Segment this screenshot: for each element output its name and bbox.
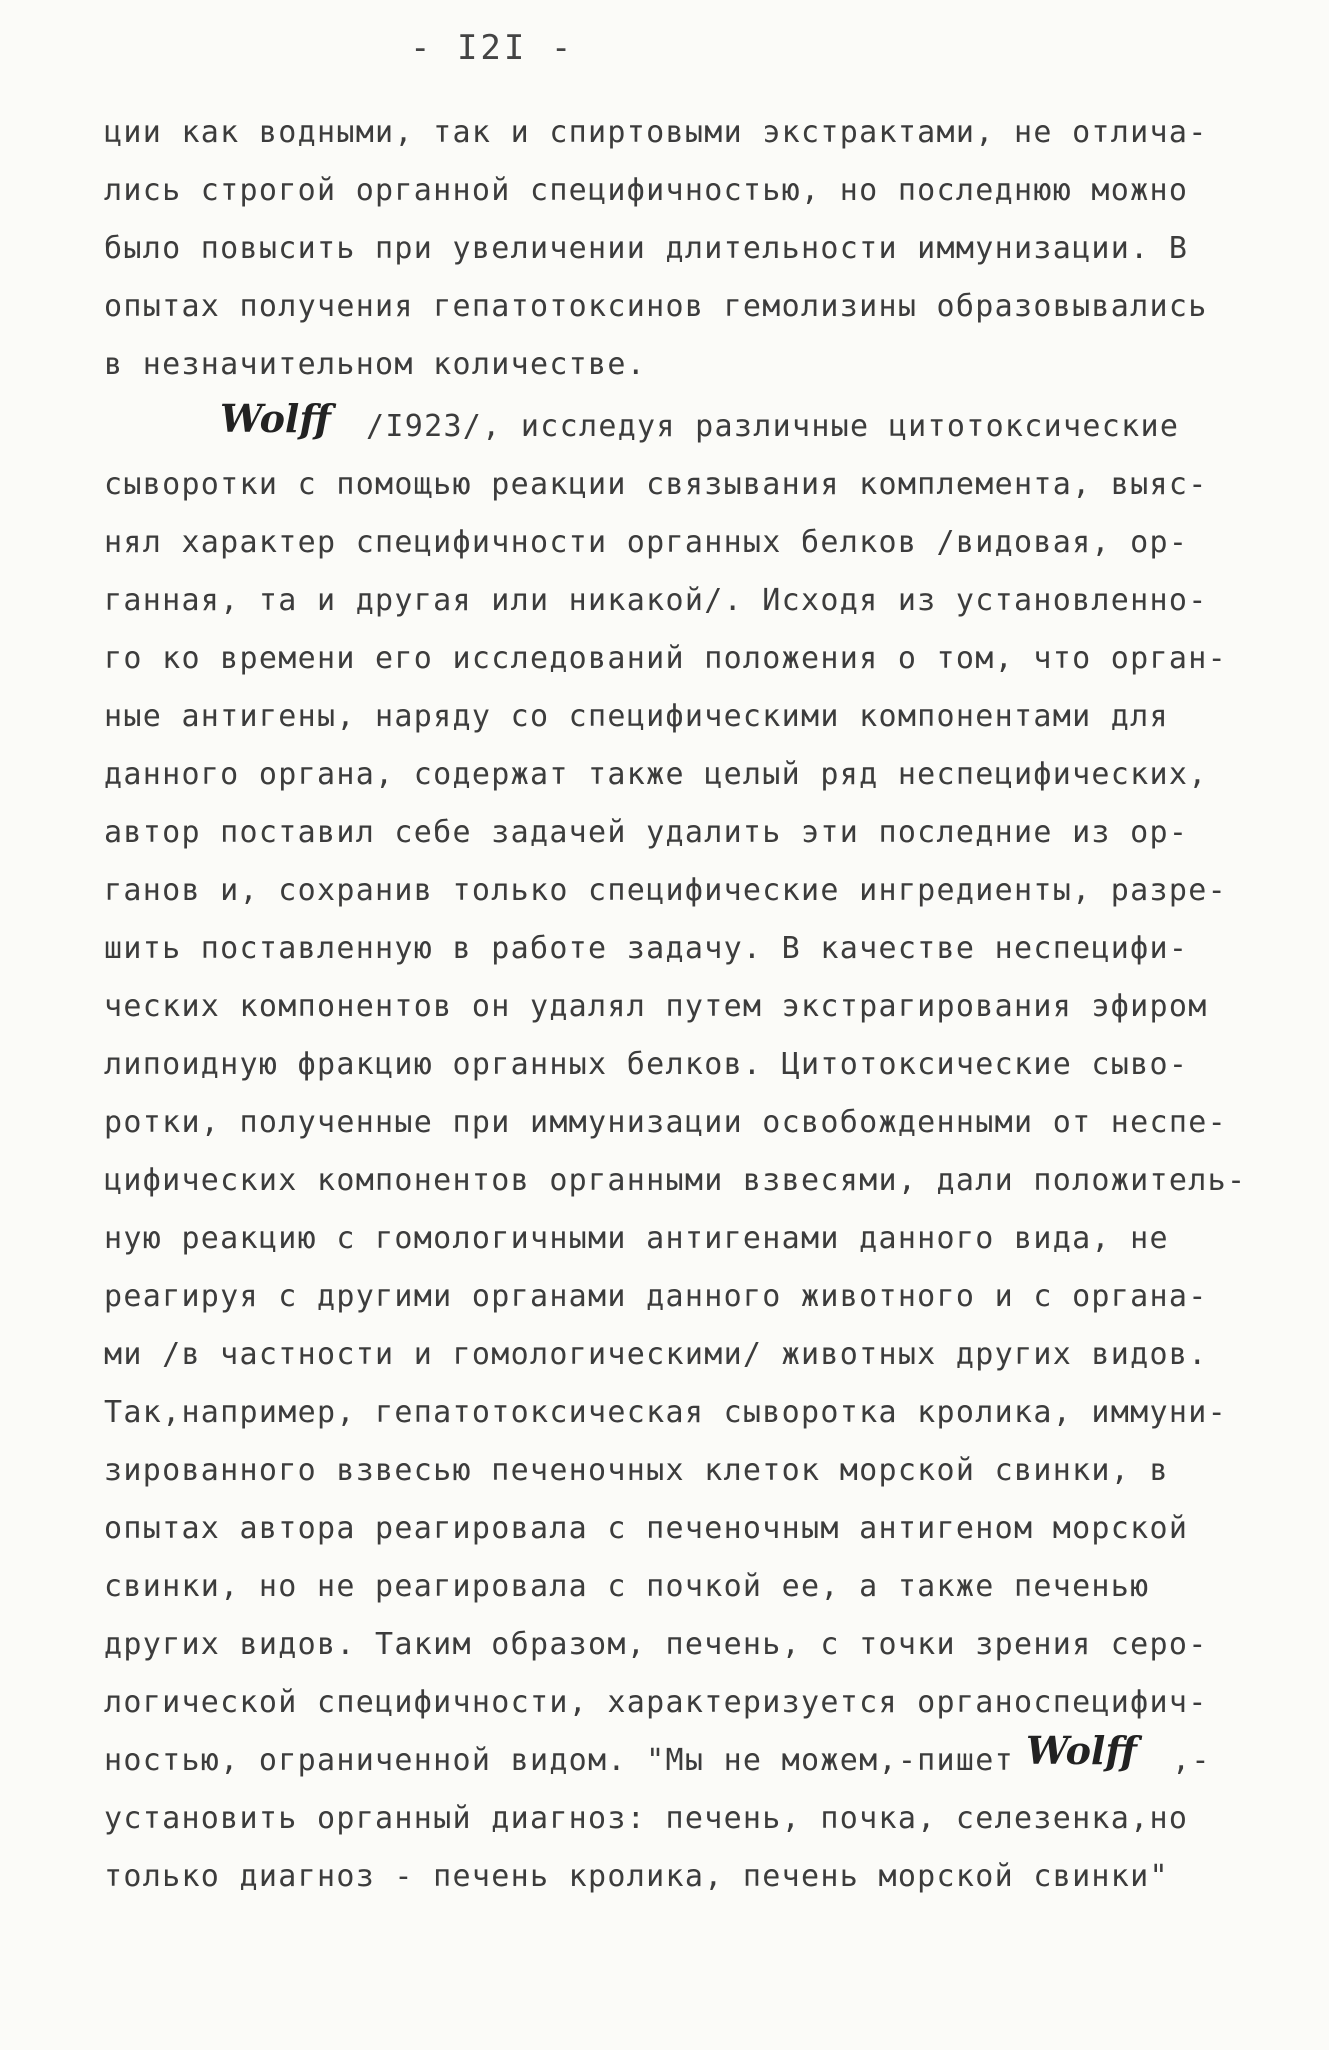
text-line: установить органный диагноз: печень, почка, селезенка,но xyxy=(104,1801,1189,1836)
text-line: автор поставил себе задачей удалить эти последние из ор- xyxy=(104,815,1189,850)
text-line: ми /в частности и гомологическими/ животных других видов. xyxy=(104,1337,1208,1372)
text-line: ганная, та и другая или никакой/. Исходя из установленно- xyxy=(104,583,1208,618)
text-line: реагируя с другими органами данного животного и с органа- xyxy=(104,1279,1208,1314)
text-line: данного органа, содержат также целый ряд неспецифических, xyxy=(104,757,1208,792)
text-line: липоидную фракцию органных белков. Цитотоксические сыво- xyxy=(104,1047,1189,1082)
text-line: опытах получения гепатотоксинов гемолизины образовывались xyxy=(104,289,1208,324)
text-line: сыворотки с помощью реакции связывания комплемента, выяс- xyxy=(104,467,1208,502)
text-line: ции как водными, так и спиртовыми экстрактами, не отлича- xyxy=(104,115,1208,150)
text-line: Так,например, гепатотоксическая сыворотка кролика, иммуни- xyxy=(104,1395,1227,1430)
text-line: ные антигены, наряду со специфическими компонентами для xyxy=(104,699,1169,734)
handwritten-author-name: Wolff xyxy=(220,396,331,441)
page-number: - I2I - xyxy=(410,28,575,68)
text-line: ческих компонентов он удалял путем экстрагирования эфиром xyxy=(104,989,1208,1024)
text-line: цифических компонентов органными взвесями, дали положитель- xyxy=(104,1163,1247,1198)
text-line: в незначительном количестве. xyxy=(104,347,647,382)
text-line: других видов. Таким образом, печень, с точки зрения серо- xyxy=(104,1627,1208,1662)
text-line: зированного взвесью печеночных клеток морской свинки, в xyxy=(104,1453,1169,1488)
text-line-start: ностью, ограниченной видом. "Мы не можем,-пишет xyxy=(104,1743,1014,1778)
text-line: свинки, но не реагировала с почкой ее, а также печенью xyxy=(104,1569,1150,1604)
text-line-start: /I923/, исследуя различные цитотоксические xyxy=(366,409,1180,444)
text-line: го ко времени его исследований положения о том, что орган- xyxy=(104,641,1227,676)
text-line: ганов и, сохранив только специфические ингредиенты, разре- xyxy=(104,873,1227,908)
handwritten-author-name: Wolff xyxy=(1026,1728,1137,1773)
text-line: ротки, полученные при иммунизации освобожденными от неспе- xyxy=(104,1105,1227,1140)
text-line: нял характер специфичности органных белков /видовая, ор- xyxy=(104,525,1189,560)
text-line: шить поставленную в работе задачу. В качестве неспецифи- xyxy=(104,931,1189,966)
text-line-end: ,- xyxy=(1172,1743,1211,1778)
text-line: лись строгой органной специфичностью, но последнюю можно xyxy=(104,173,1189,208)
text-line: логической специфичности, характеризуется органоспецифич- xyxy=(104,1685,1208,1720)
text-line: только диагноз - печень кролика, печень морской свинки" xyxy=(104,1859,1169,1894)
text-line: ную реакцию с гомологичными антигенами данного вида, не xyxy=(104,1221,1169,1256)
text-line: было повысить при увеличении длительности иммунизации. В xyxy=(104,231,1189,266)
text-line: опытах автора реагировала с печеночным антигеном морской xyxy=(104,1511,1189,1546)
